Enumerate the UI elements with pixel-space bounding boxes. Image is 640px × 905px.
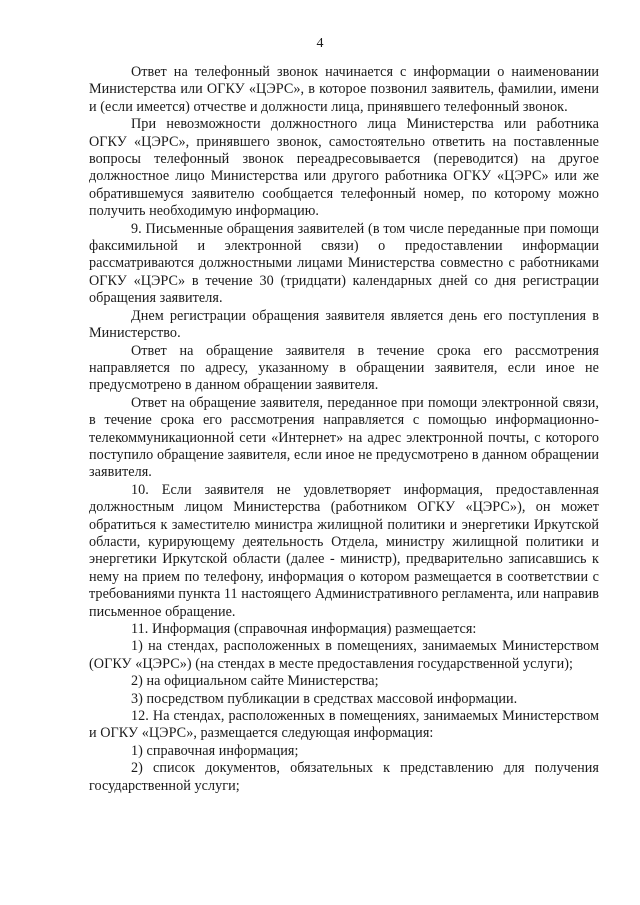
paragraph-item-11-1: 1) на стендах, расположенных в помещениях, занимаемых Министерством (ОГКУ «ЦЭРС») (на стендах в месте предоставления государственной услуги);: [89, 638, 599, 672]
paragraph-phone-answer: Ответ на телефонный звонок начинается с информации о наименовании Министерства или ОГКУ «ЦЭРС», в которое позвонил заявитель, фамилии, имени и (если имеется) отчестве и должности лица, принявшего телефонный звонок.: [89, 64, 599, 115]
paragraph-item-12-2: 2) список документов, обязательных к представлению для получения государственной услуги;: [89, 760, 599, 794]
paragraph-item-12: 12. На стендах, расположенных в помещениях, занимаемых Министерством и ОГКУ «ЦЭРС», размещается следующая информация:: [89, 708, 599, 742]
paragraph-answer-email: Ответ на обращение заявителя, переданное при помощи электронной связи, в течение срока его рассмотрения направляется с помощью информационно-телекоммуникационной сети «Интернет» на адрес электронной почты, с которого поступило обращение заявителя, если иное не предусмотрено в данном обращении заявителя.: [89, 394, 599, 481]
paragraph-item-11-2: 2) на официальном сайте Министерства;: [131, 673, 379, 690]
paragraph-registration-day: Днем регистрации обращения заявителя является день его поступления в Министерство.: [89, 307, 599, 342]
paragraph-answer-address: Ответ на обращение заявителя в течение срока его рассмотрения направляется по адресу, указанному в обращении заявителя, если иное не предусмотрено в данном обращении заявителя.: [89, 342, 599, 394]
paragraph-phone-redirect: При невозможности должностного лица Министерства или работника ОГКУ «ЦЭРС», принявшего звонок, самостоятельно ответить на поставленные вопросы телефонный звонок переадресовывается (переводится) на другое должностное лицо Министерства или другого работника ОГКУ «ЦЭРС» или же обратившемуся заявителю сообщается телефонный номер, по которому можно получить необходимую информацию.: [89, 116, 599, 220]
paragraph-item-12-1: 1) справочная информация;: [131, 742, 299, 759]
paragraph-item-11-3: 3) посредством публикации в средствах массовой информации.: [131, 690, 518, 707]
paragraph-item-11: 11. Информация (справочная информация) размещается:: [131, 621, 477, 637]
document-body: [89, 64, 599, 795]
paragraph-item-9: 9. Письменные обращения заявителей (в том числе переданные при помощи факсимильной и электронной связи) о предоставлении информации рассматриваются должностными лицами Министерства совместно с работниками ОГКУ «ЦЭРС» в течение 30 (тридцати) календарных дней со дня регистрации обращения заявителя.: [89, 220, 599, 307]
paragraph-item-10: 10. Если заявителя не удовлетворяет информация, предоставленная должностным лицом Министерства (работником ОГКУ «ЦЭРС»), он может обратиться к заместителю министра жилищной политики и энергетики Иркутской области, курирующему деятельность Отдела, министру жилищной политики и энергетики Иркутской области (далее - министр), предварительно записавшись к нему на прием по телефону, информация о котором размещается в соответствии с требованиями пункта 11 настоящего Административного регламента, или направив письменное обращение.: [89, 481, 599, 620]
page-number: 4: [316, 36, 324, 51]
